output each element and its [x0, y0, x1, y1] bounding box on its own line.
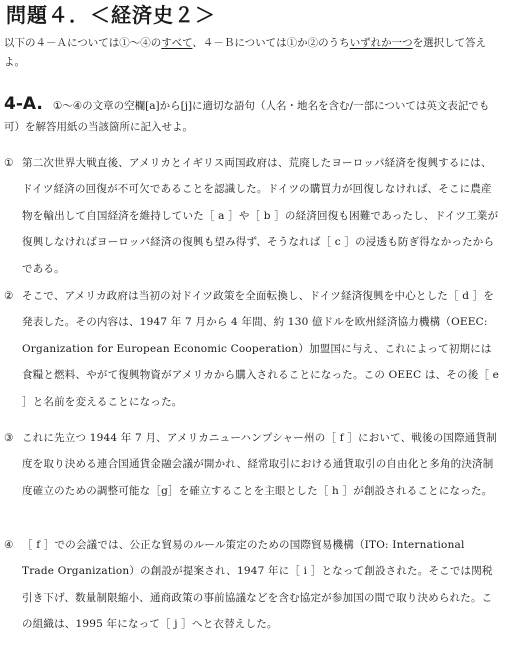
paragraph-1 [4, 150, 500, 282]
paragraph-text: 第二次世界大戦直後、アメリカとイギリス両国政府は、荒廃したヨーロッパ経済を復興するには、ドイツ経済の回復が不可欠であることを認識した。ドイツの購買力が回復しなければ、そこに農産物を輸出して自国経済を維持していた［ a ］や［ b ］の経済回復も困難であったし、ドイツ工業が復興しなければヨーロッパ経済の復興も望み得ず、そうなれば［ c ］の浸透も防ぎ得なかったからである。 [22, 157, 499, 275]
paragraph-number: ④ [4, 539, 14, 551]
section-heading [4, 94, 504, 138]
instructions-text-2: 、４－Ｂについては①か②のうち [192, 37, 350, 49]
paragraph-4 [4, 532, 500, 638]
instructions-text-3: を選択して答えよ。 [4, 37, 487, 68]
instructions-emphasis-all: すべて [161, 37, 193, 49]
instructions-text-1: 以下の４－Ａについては①～④の [4, 37, 162, 49]
instructions [4, 34, 504, 72]
section-label: 4-A. [4, 94, 43, 114]
instructions-emphasis-either: いずれか一つ [349, 37, 413, 49]
paragraph-3 [4, 425, 500, 504]
paragraph-text: ［ f ］での会議では、公正な貿易のルール策定のための国際貿易機構（ITO: International Trade Organization）の創設が提案され、1947 年に［ i ］となって創設された。そこでは関税引き下げ、数量制限縮小、通商政策の事前協議などを含む協定が参加国の間で取り決められた。この組織は、1995 年になって［ j ］へと衣替えした。 [22, 539, 493, 631]
paragraph-2 [4, 283, 500, 415]
paragraph-number: ② [4, 290, 14, 302]
paragraph-text: そこで、アメリカ政府は当初の対ドイツ政策を全面転換し、ドイツ経済復興を中心とした［ d ］を発表した。その内容は、1947 年 7 月から 4 年間、約 130 億ドルを欧州経済協力機構（OEEC: Organization for European Economic Cooperation）加盟国に与え、これによって初期には食糧と燃料、やがて復興物資がアメリカから購入されることになった。この OEEC は、その後［ e ］と名前を変えることになった。 [22, 290, 500, 408]
paragraph-number: ③ [4, 432, 14, 444]
section-instructions: ①～④の文章の空欄[a]から[j]に適切な語句（人名・地名を含む/一部については英文表記でも可）を解答用紙の当該箇所に記入せよ。 [4, 100, 490, 133]
page-title: 問題４．＜経済史２＞ [6, 3, 216, 27]
paragraph-text: これに先立つ 1944 年 7 月、アメリカニューハンプシャー州の［ f ］において、戦後の国際通貨制度を取り決める連合国通貨金融会議が開かれ、経常取引における通貨取引の自由化と多角的決済制度確立のための調整可能な［g］を確立することを主眼とした［ h ］が創設されることになった。 [22, 432, 497, 497]
paragraph-number: ① [4, 157, 14, 169]
